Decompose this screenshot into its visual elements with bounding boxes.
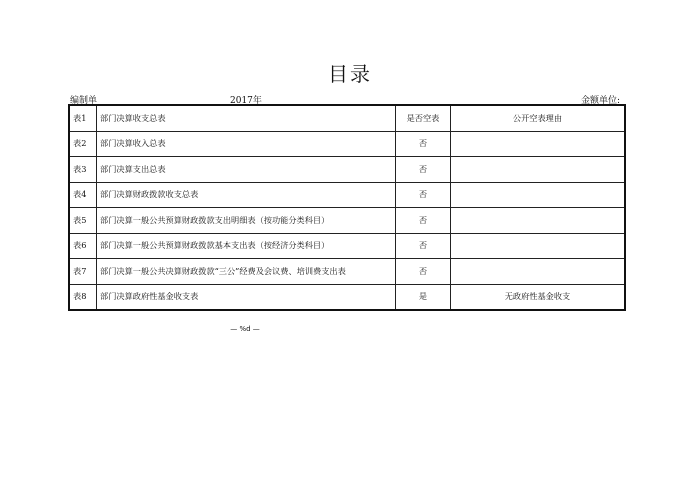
table-no-cell: 表5 (69, 208, 97, 234)
is-empty-cell: 否 (396, 259, 451, 285)
reason-cell (451, 157, 626, 183)
table-no-cell: 表4 (69, 182, 97, 208)
reason-cell (451, 233, 626, 259)
table-name-cell: 部门决算政府性基金收支表 (97, 284, 396, 310)
table-row (69, 259, 625, 285)
table-name-cell: 部门决算一般公共预算财政拨款支出明细表（按功能分类科目） (97, 208, 396, 234)
reason-header: 公开空表理由 (451, 105, 626, 131)
year-label: 2017年 (230, 96, 262, 106)
is-empty-cell: 是 (396, 284, 451, 310)
table-name-cell: 部门决算收支总表 (97, 105, 396, 131)
is-empty-cell: 否 (396, 233, 451, 259)
reason-cell (451, 182, 626, 208)
page-title: 目录 (328, 62, 372, 86)
table-row (69, 157, 625, 183)
is-empty-cell: 否 (396, 157, 451, 183)
table-no-cell: 表1 (69, 105, 97, 131)
unit-label: 金额单位: (580, 96, 620, 106)
table-row (69, 182, 625, 208)
is-empty-cell: 否 (396, 208, 451, 234)
reason-cell: 无政府性基金收支 (451, 284, 626, 310)
table-row (69, 131, 625, 157)
table-no-cell: 表3 (69, 157, 97, 183)
table-row (69, 105, 625, 131)
table-name-cell: 部门决算收入总表 (97, 131, 396, 157)
table-row (69, 208, 625, 234)
table-name-cell: 部门决算一般公共决算财政拨款“三公”经费及会议费、培训费支出表 (97, 259, 396, 285)
table-no-cell: 表2 (69, 131, 97, 157)
reason-cell (451, 259, 626, 285)
is-empty-cell: 否 (396, 131, 451, 157)
toc-table (68, 104, 626, 311)
table-no-cell: 表7 (69, 259, 97, 285)
table-name-cell: 部门决算财政拨款收支总表 (97, 182, 396, 208)
reason-cell (451, 208, 626, 234)
table-name-cell: 部门决算一般公共预算财政拨款基本支出表（按经济分类科目） (97, 233, 396, 259)
table-no-cell: 表8 (69, 284, 97, 310)
table-name-cell: 部门决算支出总表 (97, 157, 396, 183)
table-row (69, 284, 625, 310)
page-number-footer: — %d — (230, 325, 260, 333)
reason-cell (451, 131, 626, 157)
is-empty-cell: 否 (396, 182, 451, 208)
is-empty-header: 是否空表 (396, 105, 451, 131)
table-row (69, 233, 625, 259)
prepared-by-label: 编制单 (70, 96, 98, 106)
table-no-cell: 表6 (69, 233, 97, 259)
